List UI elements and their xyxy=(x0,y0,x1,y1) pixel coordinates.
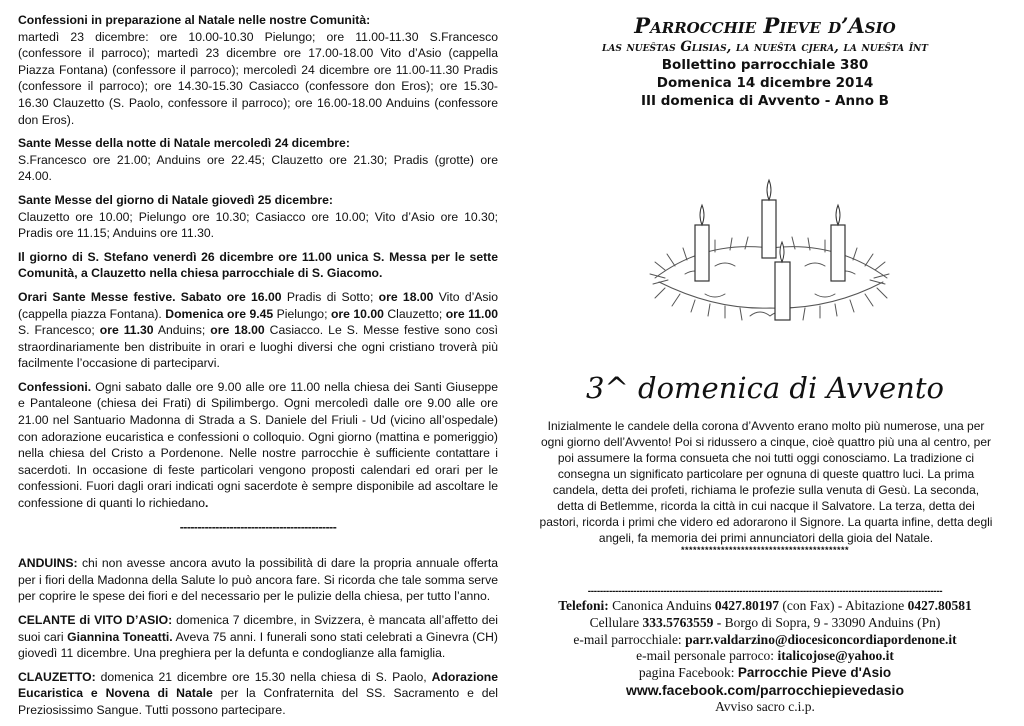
cellphone-line xyxy=(520,615,1010,632)
orari-text-5: S. Francesco; xyxy=(18,323,100,338)
orari-bold-3: ore 10.00 xyxy=(330,306,384,321)
celante-name: Giannina Toneatti. xyxy=(67,629,173,644)
sacred-notice: Avviso sacro c.i.p. xyxy=(715,698,815,714)
email2-label: e-mail personale parroco: xyxy=(636,648,778,664)
contacts-block xyxy=(520,586,1010,716)
confessioni-natale-text: martedì 23 dicembre: ore 10.00-10.30 Pielungo; ore 11.00-11.30 S.Francesco (confessore il parroco); martedì 23 dicembre ore 17.00-18.00 Vito d’Asio (cappella Piazza Fontana) (confessore il parroco); mercoledì 24 dicembre ore 11.00-11.30 Pradis (confessore il parroco); ore 14.30-15.30 Casiacco (confessore don Eros); ore 15.30-16.30 Clauzetto (S. Paolo, confessore il parroco); ore 16.00-18.00 Anduins (confessore don Eros). xyxy=(18,29,498,127)
email-line xyxy=(520,632,1010,649)
facebook-line xyxy=(520,665,1010,682)
orari-bold-4: ore 11.00 xyxy=(445,306,498,321)
liturgy-line: III domenica di Avvento - Anno B xyxy=(641,93,889,109)
santo-stefano-text: Il giorno di S. Stefano venerdì 26 dicembre ore 11.00 unica S. Messa per le sette Comunità, a Clauzetto nella chiesa parrocchiale di S. Giacomo. xyxy=(18,249,498,281)
orari-text-7: Casiacco. Le S. Messe festive sono così straordinariamente ben distribuite in orari e luoghi diversi che ogni cristiano troverà più facilmente l’occasione di parteciparvi. xyxy=(18,323,499,371)
clauzetto-notice xyxy=(18,669,498,719)
left-column xyxy=(18,12,498,726)
orari-text-6: Anduins; xyxy=(153,323,211,338)
email2-line xyxy=(520,648,1010,665)
anduins-label: ANDUINS: xyxy=(18,556,78,571)
messe-giorno-heading: Sante Messe del giorno di Natale giovedì 25 dicembre: xyxy=(18,192,333,207)
email-parish[interactable]: parr.valdarzino@diocesiconcordiapordenone.it xyxy=(685,631,957,647)
phones-line xyxy=(520,598,1010,615)
orari-bold-1: ore 18.00 xyxy=(378,289,434,304)
email-label: e-mail parrocchiale: xyxy=(573,631,686,647)
cell-label: Cellulare xyxy=(589,614,643,630)
masthead-subtitle: las nueŝtas Glisias, la nueŝta cjera, la nueŝta înt xyxy=(602,39,928,55)
clauzetto-text-2: per la Confraternita del SS. Sacramento e del Preziosissimo Sangue. Tutti possono partecipare. xyxy=(18,686,498,717)
phones-text-2: (con Fax) - Abitazione xyxy=(779,598,908,613)
messe-notte-heading: Sante Messe della notte di Natale mercoledì 24 dicembre: xyxy=(18,136,350,151)
messe-notte-text: S.Francesco ore 21.00; Anduins ore 22.45; Clauzetto ore 21.30; Pradis (grotte) ore 24.00. xyxy=(18,152,498,184)
cell-number: 333.5763559 - xyxy=(642,614,722,630)
confessioni-end: . xyxy=(205,496,209,511)
facebook-page-name[interactable]: Parrocchie Pieve d'Asio xyxy=(737,665,892,681)
orari-bold-6: ore 18.00 xyxy=(210,323,265,338)
clauzetto-label: CLAUZETTO: xyxy=(18,669,96,684)
confessioni-text: Ogni sabato dalle ore 9.00 alle ore 11.00 nella chiesa dei Santi Giuseppe e Pantaleone (chiesa dei Frati) di Spilimbergo. Ogni mercoledì dalle ore 9.00 alle ore 21.00 nel Santuario Madonna di Strada a S. Daniele del Friuli - Ud (vicino all’ospedale) con adorazione eucaristica e confessioni o colloquio. Ogni giorno (mattina e pomeriggio) nella chiesa del Cristo a Pordenone. Nelle nostre parrocchie è sufficiente contattare i sacerdoti. In occasione di feste particolari vengono proposti calendari ed orari per le confessioni. Fuori dagli orari indicati ogni sacerdote è sempre disponibile ad ascoltare le confessione di quanti lo richiedano xyxy=(18,379,498,511)
confessioni-natale-section xyxy=(18,12,498,128)
clauzetto-bold: Adorazione Eucaristica e Novena di Natale xyxy=(18,669,498,701)
bulletin-date: Domenica 14 dicembre 2014 xyxy=(656,75,874,91)
confessioni-section xyxy=(18,379,498,512)
celante-text-2: Aveva 75 anni. I funerali sono stati celebrati a Ginevra (CH) giovedì 11 dicembre. Una preghiera per la defunta e condoglianze alla famiglia. xyxy=(18,629,498,661)
phone-abitazione: 0427.80581 xyxy=(907,598,972,613)
orari-bold-2: Domenica ore 9.45 xyxy=(165,306,274,321)
section-separator: -------------------------------------------- xyxy=(179,519,337,534)
celante-notice xyxy=(18,612,498,662)
orari-messe-section xyxy=(18,289,498,372)
bulletin-number: Bollettino parrocchiale 380 xyxy=(661,57,869,73)
orari-text-3: Pielungo; xyxy=(273,306,331,321)
anduins-notice xyxy=(18,555,498,605)
celante-text-1: domenica 7 dicembre, in Svizzera, è mancata all’affetto dei suoi cari xyxy=(18,613,498,644)
sunday-heading: 3^ domenica di Avvento xyxy=(586,371,944,405)
contacts-separator: --------------------------------------------------------------------------------------------------------------------- xyxy=(587,586,943,597)
right-column xyxy=(520,12,1010,714)
orari-text-2: Vito d’Asio (cappella piazza Fontana). xyxy=(18,289,499,321)
phones-label: Telefoni: xyxy=(558,598,609,613)
phone-canonica: 0427.80197 xyxy=(714,598,780,613)
santo-stefano-notice xyxy=(18,249,498,282)
orari-lead: Orari Sante Messe festive. Sabato ore 16.00 xyxy=(18,289,282,304)
facebook-label: pagina Facebook: xyxy=(638,665,738,681)
advent-intro-text: Inizialmente le candele della corona d’Avvento erano molto più numerose, una per ogni giorno dell’Avvento! Poi si ridussero a cinque, cioè quattro più una al centro, per poi assumere la forma consueta che noi tutti oggi conosciamo. La tradizione ci consegna un significato particolare per ognuna di queste quattro luci. La prima candela, detta dei profeti, richiama le profezie sulla venuta di Gesù. La seconda, detta di Betlemme, ricorda la città in cui nacque il Salvatore. La terza, detta dei pastori, ricorda i primi che videro ed adorarono il Signore. La quarta infine, detta degli angeli, fa memoria dei primi annunciatori della gioia del Natale. xyxy=(539,419,993,545)
anduins-text: chi non avesse ancora avuto la possibilità di dare la propria annuale offerta per i fiori della Madonna della Salute lo può ancora fare. Si ricorda che tale somma serve per coprire le spese dei fiori e del necessario per le pulizie della chiesa, per tutto l’anno. xyxy=(18,556,498,604)
confessioni-natale-heading: Confessioni in preparazione al Natale nelle nostre Comunità: xyxy=(18,13,371,27)
orari-bold-5: ore 11.30 xyxy=(99,323,154,338)
stars-separator: ****************************************** xyxy=(680,545,850,555)
messe-giorno-text: Clauzetto ore 10.00; Pielungo ore 10.30; Casiacco ore 10.00; Vito d’Asio ore 10.30; Pradis ore 11.15; Anduins ore 11.30. xyxy=(18,209,498,241)
facebook-url[interactable]: www.facebook.com/parrocchiepievedasio xyxy=(625,681,905,698)
advent-wreath-illustration xyxy=(645,170,895,330)
confessioni-label: Confessioni. xyxy=(18,379,92,394)
masthead-title: Parrocchie Pieve d’Asio xyxy=(634,13,896,38)
cell-address: Borgo di Sopra, 9 - 33090 Anduins (Pn) xyxy=(721,614,941,630)
messe-giorno-section xyxy=(18,192,498,242)
email-priest[interactable]: italicojose@yahoo.it xyxy=(777,648,894,664)
orari-text-4: Clauzetto; xyxy=(383,306,446,321)
phones-text-1: Canonica Anduins xyxy=(608,598,715,613)
orari-text-1: Pradis di Sotto; xyxy=(281,289,379,304)
clauzetto-text-1: domenica 21 dicembre ore 15.30 nella chiesa di S. Paolo, xyxy=(95,669,432,684)
celante-label: CELANTE di VITO D’ASIO: xyxy=(18,613,173,627)
messe-notte-section xyxy=(18,135,498,185)
